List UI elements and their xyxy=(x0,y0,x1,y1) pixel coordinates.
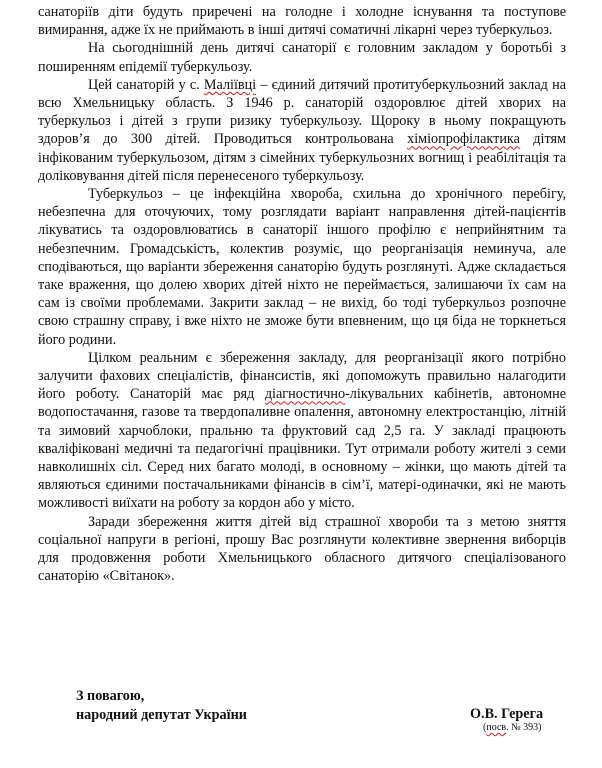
paragraph-text: Туберкульоз – це інфекційна хвороба, схильна до хронічного перебігу, небезпечна для оточуючих, тому розглядати варіант направлення дітей-пацієнтів лікуватись та оздоровлюватись в санаторії іншого профілю є неприйнятним та небезпечним. Громадськість, колектив розуміє, що реорганізація неминуча, але сподіваються, що варіанти збереження санаторію будуть розглянуті. Адже складається таке враження, що долею хворих дітей ніхто не переймається, залишаючи їх сам на сам із своїми проблемами. Закрити заклад – не вихід, бо тоді туберкульоз розпочне свою страшну справу, і вже ніхто не зможе бути впевненим, що ця біда не торкнеться його родини. xyxy=(38,186,566,348)
cert-abbreviation: посв xyxy=(486,722,507,733)
paragraph-request xyxy=(38,513,566,586)
text-run: Цей санаторій у с. xyxy=(88,76,204,93)
text-run: – єдиний дитячий протитуберкульозний заклад на всю Хмельницьку область. З 1946 р. санаторій оздоровлює дітей хворих на туберкульоз і дітей з групи ризику туберкульозу. Щороку в ньому покращують здоров’я до 300 дітей. Проводиться контрольована xyxy=(38,76,566,148)
signer-name: О.В. Герега xyxy=(470,706,544,722)
cert-text: . № 393) xyxy=(506,722,542,733)
paragraph-tuberculosis xyxy=(38,185,566,349)
medical-term: діагностично xyxy=(264,386,346,403)
text-run: Цілком реальним є збереження закладу, для реорганізації якого потрібно залучити фахових спеціалістів, фінансистів, які допоможуть правильно налагодити його роботу. Санаторій має ряд xyxy=(38,349,566,403)
paragraph-preservation xyxy=(38,349,566,513)
paragraph-sanatoria-role xyxy=(38,39,566,75)
paragraph-continuation xyxy=(38,3,566,39)
text-run: -лікувальних кабінетів, автономне водопостачання, газове та твердопаливне опалення, автономну електростанцію, літній та зимовий харчоблоки, пральню та фруктовий сад 2,5 га. У закладі працюють кваліфіковані медичні та педагогічні працівники. Тут отримали роботу жителі з семи навколишніх сіл. Серед них багато молоді, в основному – жінки, що мають дітей та являються єдиними постачальниками фінансів в сім’ї, матері-одиначки, які не мають можливості виїхати на роботу за кордон або у місто. xyxy=(38,386,566,512)
paragraph-text: санаторіїв діти будуть приречені на голодне і холодне існування та поступове вимирання, адже їх не приймають в інші дитячі соматичні лікарні через туберкульоз. xyxy=(38,4,566,39)
certificate-number xyxy=(483,722,541,734)
paragraph-sanatorium-description xyxy=(38,76,566,185)
text-run: дітям інфікованим туберкульозом, дітям з сімейних туберкульозних вогнищ і реабілітація та доліковування дітей після перенесеного туберкульозу. xyxy=(38,131,566,184)
closing-phrase: З повагою, xyxy=(76,688,145,704)
medical-term: хіміопрофілактика xyxy=(407,131,520,148)
signer-position: народний депутат України xyxy=(76,706,247,723)
letter-body xyxy=(38,3,566,586)
cert-text: ( xyxy=(483,722,487,733)
paragraph-text: На сьогоднішній день дитячі санаторії є головним закладом у боротьбі з поширенням епідемії туберкульозу. xyxy=(38,40,566,75)
village-name: Маліївці xyxy=(203,76,257,93)
signature-block xyxy=(76,687,247,724)
paragraph-text: Заради збереження життя дітей від страшної хвороби та з метою зняття соціальної напруги в регіоні, прошу Вас розглянути колективне звернення виборців для продовження роботи Хмельницького обласного дитячого спеціалізованого санаторію «Світанок». xyxy=(38,513,566,585)
